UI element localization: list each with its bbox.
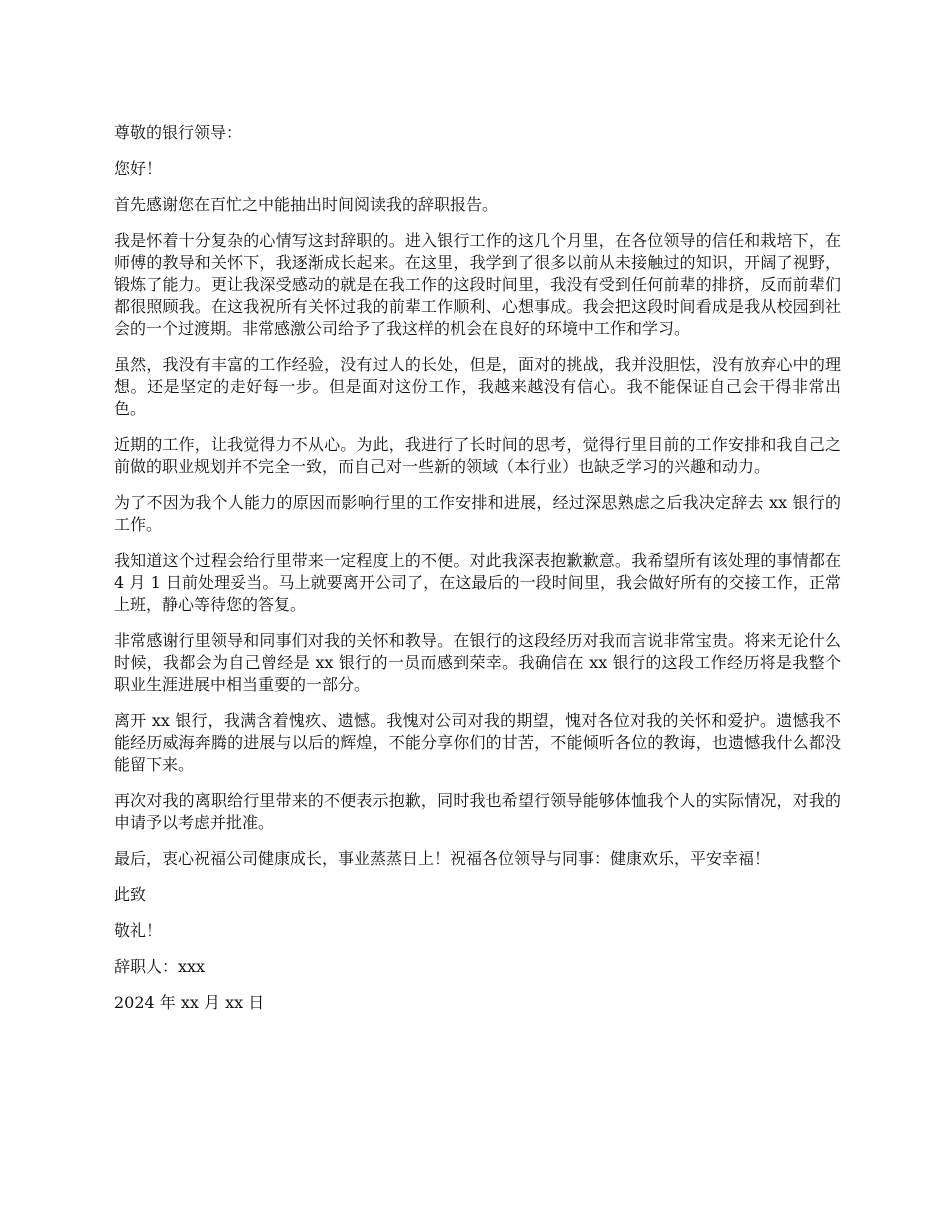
salutation: 尊敬的银行领导： [114, 123, 243, 142]
paragraph-reason: 近期的工作，让我觉得力不从心。为此，我进行了长时间的思考，觉得行里目前的工作安排和我自己之前做的职业规划并不完全一致，而自己对一些新的领域（本行业）也缺乏学习的兴趣和动力。 [114, 435, 841, 476]
closing-line-1: 此致 [114, 885, 147, 904]
closing-line-2: 敬礼！ [114, 921, 163, 940]
paragraph-thanks: 非常感谢行里领导和同事们对我的关怀和教导。在银行的这段经历对我而言说非常宝贵。将来无论什么时候，我都会为自己曾经是 xx 银行的一员而感到荣幸。我确信在 xx 银行的这段工作经历将是我整个职业生涯进展中相当重要的一部分。 [114, 631, 841, 694]
paragraph-regret: 离开 xx 银行，我满含着愧疚、遗憾。我愧对公司对我的期望，愧对各位对我的关怀和爱护。遗憾我不能经历威海奔腾的进展与以后的辉煌，不能分享你们的甘苦，不能倾听各位的教诲，也遗憾我什么都没能留下来。 [114, 711, 841, 774]
paragraph-gratitude: 我是怀着十分复杂的心情写这封辞职的。进入银行工作的这几个月里，在各位领导的信任和栽培下，在师傅的教导和关怀下，我逐渐成长起来。在这里，我学到了很多以前从未接触过的知识，开阔了视野，锻炼了能力。更让我深受感动的就是在我工作的这段时间里，我没有受到任何前辈的排挤，反而前辈们都很照顾我。在这我祝所有关怀过我的前辈工作顺利、心想事成。我会把这段时间看成是我从校园到社会的一个过渡期。非常感激公司给予了我这样的机会在良好的环境中工作和学习。 [114, 231, 841, 338]
resignation-letter [114, 122, 841, 1028]
greeting: 您好！ [114, 159, 163, 178]
paragraph-confidence: 虽然，我没有丰富的工作经验，没有过人的长处，但是，面对的挑战，我并没胆怯，没有放弃心中的理想。还是坚定的走好每一步。但是面对这份工作，我越来越没有信心。我不能保证自己会干得非常出色。 [114, 355, 841, 418]
signature: 辞职人：xxx [114, 957, 206, 976]
date: 2024 年 xx 月 xx 日 [114, 993, 265, 1012]
paragraph-apology: 再次对我的离职给行里带来的不便表示抱歉，同时我也希望行领导能够体恤我个人的实际情况，对我的申请予以考虑并批准。 [114, 791, 841, 832]
paragraph-handover: 我知道这个过程会给行里带来一定程度上的不便。对此我深表抱歉歉意。我希望所有该处理的事情都在 4 月 1 日前处理妥当。马上就要离开公司了，在这最后的一段时间里，我会做好所有的交接工作，正常上班，静心等待您的答复。 [114, 551, 841, 614]
paragraph-decision: 为了不因为我个人能力的原因而影响行里的工作安排和进展，经过深思熟虑之后我决定辞去 xx 银行的工作。 [114, 493, 841, 534]
paragraph-intro: 首先感谢您在百忙之中能抽出时间阅读我的辞职报告。 [114, 195, 499, 214]
paragraph-blessing: 最后，衷心祝福公司健康成长，事业蒸蒸日上！祝福各位领导与同事：健康欢乐，平安幸福！ [114, 849, 771, 868]
